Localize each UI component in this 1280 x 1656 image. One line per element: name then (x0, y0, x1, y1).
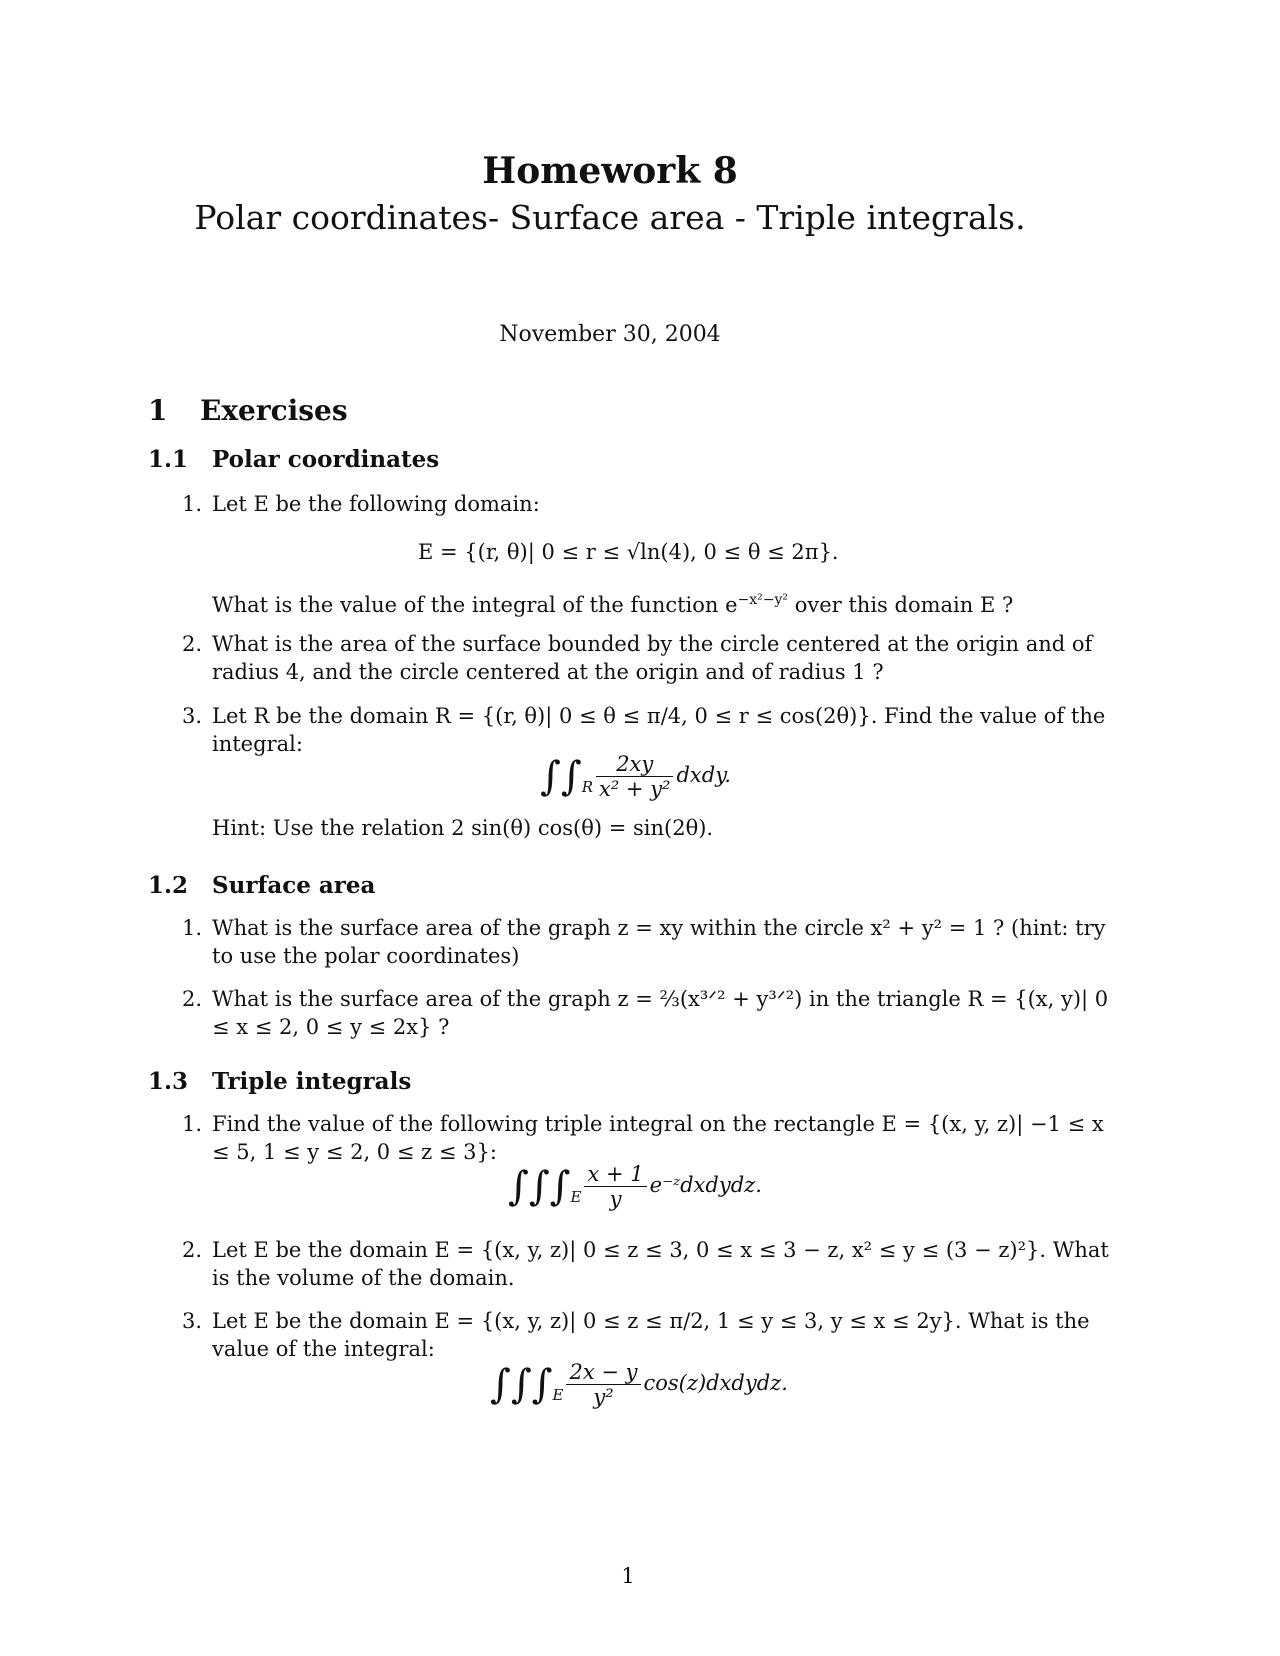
list-item: 3. Let R be the domain R = {(r, θ)| 0 ≤ θ ≤ π/4, 0 ≤ r ≤ cos(2θ)}. Find the value of the integral: (182, 702, 1112, 758)
date: November 30, 2004 (499, 322, 721, 347)
integral-tail: e⁻ᶻdxdydz. (649, 1173, 762, 1197)
question-text: Let R be the domain R = {(r, θ)| 0 ≤ θ ≤ π/4, 0 ≤ r ≤ cos(2θ)}. Find the value of the integral: (212, 704, 1106, 756)
numerator: x + 1 (584, 1162, 646, 1187)
section-title: Exercises (200, 394, 348, 427)
subsection-heading-surface (148, 872, 375, 899)
hint-text (182, 814, 1112, 842)
question-text: What is the surface area of the graph z = ⅔(x³ᐟ² + y³ᐟ²) in the triangle R = {(x, y)| 0 ≤ x ≤ 2, 0 ≤ y ≤ 2x} ? (212, 987, 1109, 1039)
section-heading (148, 394, 348, 427)
integral-tail: cos(z)dxdydz. (643, 1371, 788, 1395)
subsection-number: 1.2 (148, 872, 189, 899)
section-number: 1 (148, 394, 168, 427)
list-item: 1. Find the value of the following triple integral on the rectangle E = {(x, y, z)| −1 ≤ x ≤ 5, 1 ≤ y ≤ 2, 0 ≤ z ≤ 3}: (182, 1110, 1112, 1166)
integral-equation (490, 1360, 788, 1409)
equation: E = {(r, θ)| 0 ≤ r ≤ √ln(4), 0 ≤ θ ≤ 2π}. (418, 540, 839, 564)
page-title: Homework 8 (482, 150, 738, 192)
fraction (596, 752, 674, 801)
numerator: 2xy (596, 752, 674, 777)
question-text: What is the surface area of the graph z = xy within the circle x² + y² = 1 ? (hint: try to use the polar coordinates) (212, 916, 1106, 968)
list-item: 2. What is the surface area of the graph z = ⅔(x³ᐟ² + y³ᐟ²) in the triangle R = {(x, y)| 0 ≤ x ≤ 2, 0 ≤ y ≤ 2x} ? (182, 985, 1112, 1041)
question-text-b: over this domain E ? (788, 593, 1014, 617)
denominator: y (609, 1187, 622, 1211)
question-text (182, 586, 1112, 619)
integral-equation (540, 752, 731, 801)
triple-integral-sign: ∫∫∫ (490, 1361, 553, 1408)
subsection-number: 1.1 (148, 446, 189, 473)
integral-domain: E (552, 1386, 564, 1404)
subsection-number: 1.3 (148, 1068, 189, 1095)
integral-equation (508, 1162, 762, 1211)
fraction (584, 1162, 646, 1211)
double-integral-sign: ∫∫ (540, 753, 582, 800)
list-item: 1. What is the surface area of the graph z = xy within the circle x² + y² = 1 ? (hint: try to use the polar coordinates) (182, 914, 1112, 970)
list-item: 2. Let E be the domain E = {(x, y, z)| 0 ≤ z ≤ 3, 0 ≤ x ≤ 3 − z, x² ≤ y ≤ (3 − z)²}. What is the volume of the domain. (182, 1236, 1112, 1292)
fraction (566, 1360, 640, 1409)
question-text: Find the value of the following triple integral on the rectangle E = {(x, y, z)| −1 ≤ x ≤ 5, 1 ≤ y ≤ 2, 0 ≤ z ≤ 3}: (212, 1112, 1104, 1164)
denominator: x² + y² (598, 777, 671, 801)
page-subtitle: Polar coordinates- Surface area - Triple integrals. (194, 198, 1026, 237)
subsection-heading-polar (148, 446, 439, 473)
hint: Hint: Use the relation 2 sin(θ) cos(θ) = sin(2θ). (212, 816, 714, 840)
subsection-title: Triple integrals (212, 1068, 412, 1095)
subsection-heading-triple (148, 1068, 411, 1095)
numerator: 2x − y (566, 1360, 640, 1385)
triple-integral-sign: ∫∫∫ (508, 1163, 571, 1210)
integral-domain: E (570, 1188, 582, 1206)
integral-tail: dxdy. (676, 763, 731, 787)
question-text: Let E be the domain E = {(x, y, z)| 0 ≤ z ≤ 3, 0 ≤ x ≤ 3 − z, x² ≤ y ≤ (3 − z)²}. What is the volume of the domain. (212, 1238, 1109, 1290)
exponent: −x²−y² (737, 592, 789, 608)
subsection-title: Surface area (212, 872, 376, 899)
list-item: 3. Let E be the domain E = {(x, y, z)| 0 ≤ z ≤ π/2, 1 ≤ y ≤ 3, y ≤ x ≤ 2y}. What is the value of the integral: (182, 1307, 1112, 1363)
denominator: y² (593, 1385, 614, 1409)
page-number: 1 (621, 1564, 635, 1588)
integral-domain: R (581, 778, 593, 796)
list-item: 2. What is the area of the surface bounded by the circle centered at the origin and of radius 4, and the circle centered at the origin and of radius 1 ? (182, 630, 1112, 686)
list-item: 1. Let E be the following domain: (182, 492, 540, 516)
question-text: What is the area of the surface bounded by the circle centered at the origin and of radius 4, and the circle centered at the origin and of radius 1 ? (212, 632, 1093, 684)
question-text: Let E be the following domain: (212, 492, 540, 516)
question-text: Let E be the domain E = {(x, y, z)| 0 ≤ z ≤ π/2, 1 ≤ y ≤ 3, y ≤ x ≤ 2y}. What is the value of the integral: (212, 1309, 1090, 1361)
subsection-title: Polar coordinates (212, 446, 440, 473)
question-text-a: What is the value of the integral of the function e (212, 593, 738, 617)
